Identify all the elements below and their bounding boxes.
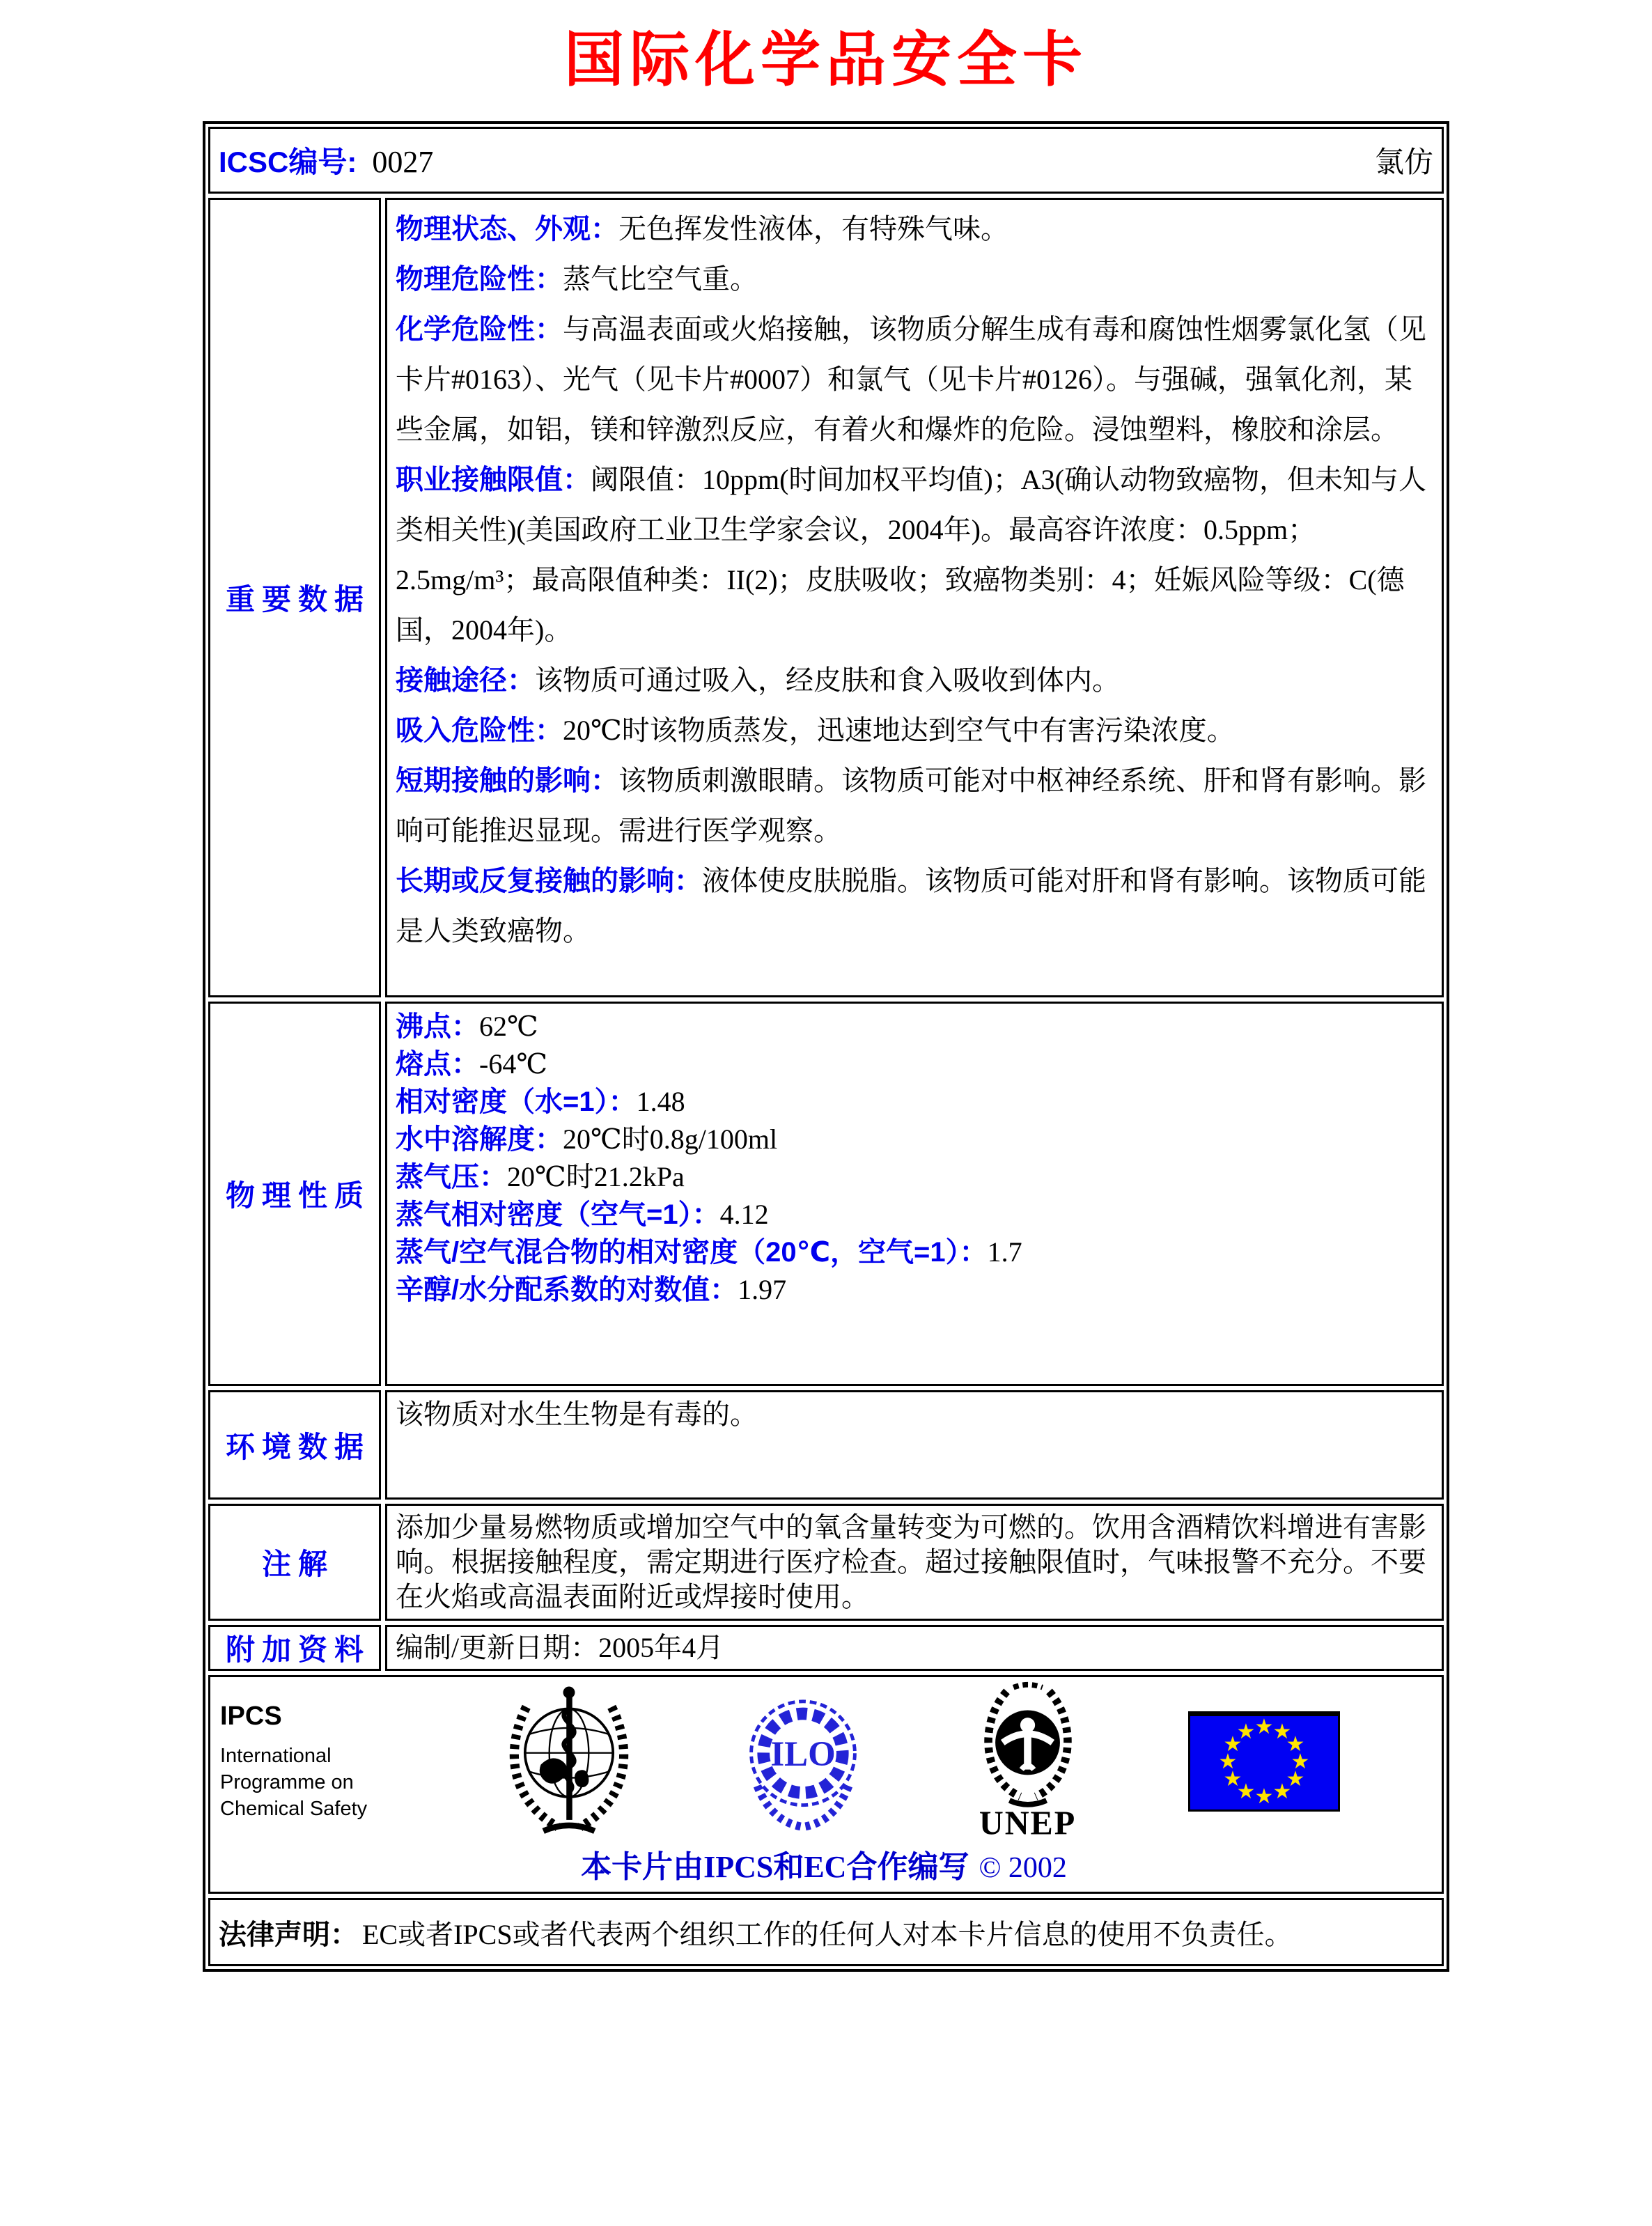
field-value: 液体使皮肤脱脂。该物质可能对肝和肾有影响。该物质可能是人类致癌物。: [396, 865, 1426, 947]
field-value: 20℃时该物质蒸发，迅速地达到空气中有害污染浓度。: [563, 715, 1235, 746]
legal-cell: [208, 1898, 1444, 1966]
field-label: 物理状态、外观：: [396, 214, 618, 244]
field-label: 蒸气/空气混合物的相对密度（20℃，空气=1）：: [396, 1237, 988, 1268]
icsc-number-group: [219, 139, 433, 181]
section-label-notes: 注解: [208, 1504, 381, 1621]
field-label: 熔点：: [396, 1049, 479, 1080]
footer-row: [208, 1675, 1444, 1894]
legal-label: 法律声明：: [219, 1919, 358, 1950]
field-label: 化学危险性：: [396, 314, 563, 345]
field-value: 1.48: [636, 1086, 685, 1117]
field-value: 阈限值：10ppm(时间加权平均值)；A3(确认动物致癌物，但未知与人类相关性)(美国政府工业卫生学家会议，2004年)。最高容许浓度：0.5ppm；2.5mg/m³；最高限值种类：II(2)；皮肤吸收；致癌物类别：4；妊娠风险等级：C(德国，2004年)。: [396, 464, 1426, 646]
eu-star-icon: [1237, 1722, 1256, 1743]
header-cell: [208, 127, 1444, 194]
field-value: 1.97: [738, 1274, 787, 1305]
field-value: 无色挥发性液体，有特殊气味。: [618, 213, 1008, 244]
field-value: 该物质刺激眼睛。该物质可能对中枢神经系统、肝和肾有影响。影响可能推迟显现。需进行医学观察。: [396, 765, 1426, 846]
field-label: 物理危险性：: [396, 264, 563, 295]
field-row: [396, 1233, 1433, 1271]
field-row: [396, 1008, 1433, 1045]
section-additional-info: [208, 1625, 1444, 1671]
environmental-text: 该物质对水生生物是有毒的。: [396, 1399, 758, 1430]
field-label: 短期接触的影响：: [396, 765, 618, 796]
section-content-environmental-data: [385, 1390, 1444, 1500]
section-environmental-data: [208, 1390, 1444, 1500]
field-value: 62℃: [479, 1011, 538, 1042]
section-label-environmental-data: 环境数据: [208, 1390, 381, 1500]
icsc-number-value: 0027: [372, 145, 434, 179]
section-label-important-data: 重要数据: [208, 198, 381, 997]
field-value: 蒸气比空气重。: [563, 263, 758, 295]
ilo-logo-icon: [738, 1690, 868, 1832]
section-content-additional-info: [385, 1625, 1444, 1671]
credit-line: [217, 1842, 1431, 1886]
logos-strip: [217, 1683, 1431, 1840]
eu-star-icon: [1255, 1717, 1274, 1738]
field-label: 沸点：: [396, 1011, 479, 1042]
field-value: 该物质可通过吸入，经皮肤和食入吸收到体内。: [535, 664, 1120, 696]
field-label: 水中溶解度：: [396, 1124, 563, 1155]
copyright-text: © 2002: [979, 1852, 1067, 1884]
section-content-physical-properties: [385, 1002, 1444, 1386]
field-row: [396, 304, 1433, 455]
field-label: 相对密度（水=1）：: [396, 1087, 637, 1117]
field-label: 长期或反复接触的影响：: [396, 866, 702, 896]
icsc-number-label: ICSC编号:: [219, 146, 357, 178]
section-content-notes: [385, 1504, 1444, 1621]
field-row: [396, 1271, 1433, 1309]
eu-star-icon: [1255, 1787, 1274, 1807]
chemical-name: 氯仿: [1374, 147, 1433, 179]
field-label: 蒸气相对密度（空气=1）：: [396, 1199, 720, 1230]
section-physical-properties: [208, 1002, 1444, 1386]
ipcs-line: International: [220, 1744, 332, 1767]
legal-row: [208, 1898, 1444, 1966]
field-row: [396, 254, 1433, 304]
field-row: [396, 706, 1433, 756]
section-content-important-data: [385, 198, 1444, 997]
field-label: 职业接触限值：: [396, 465, 591, 495]
field-label: 接触途径：: [396, 665, 535, 696]
ilo-letters: ILO: [770, 1734, 836, 1774]
icsc-card-page: [0, 11, 1652, 1972]
field-row: [396, 756, 1433, 856]
field-value: -64℃: [479, 1048, 548, 1080]
legal-text: EC或者IPCS或者代表两个组织工作的任何人对本卡片信息的使用不负责任。: [362, 1918, 1293, 1950]
field-value: 与高温表面或火焰接触，该物质分解生成有毒和腐蚀性烟雾氯化氢（见卡片#0163）、光气（见卡片#0007）和氯气（见卡片#0126）。与强碱，强氧化剂，某些金属，如铝，镁和锌激烈反应，有着火和爆炸的危险。浸蚀塑料，橡胶和涂层。: [396, 313, 1426, 445]
credit-text: 本卡片由IPCS和EC合作编写: [581, 1850, 969, 1884]
header-row: [208, 127, 1444, 194]
footer-cell: [208, 1675, 1444, 1894]
field-row: [396, 655, 1433, 706]
eu-flag-icon: [1188, 1711, 1340, 1812]
field-row: [396, 455, 1433, 655]
unep-letters: UNEP: [979, 1805, 1077, 1842]
field-row: [396, 1083, 1433, 1121]
field-label: 辛醇/水分配系数的对数值：: [396, 1275, 738, 1305]
ipcs-acronym: IPCS: [220, 1701, 282, 1731]
field-row: [396, 1158, 1433, 1196]
section-notes: [208, 1504, 1444, 1621]
unep-logo-icon: [968, 1681, 1088, 1842]
field-value: 20℃时21.2kPa: [507, 1161, 685, 1192]
section-label-additional-info: 附加资料: [208, 1625, 381, 1671]
ipcs-line: Chemical Safety: [220, 1797, 368, 1820]
field-label: 吸入危险性：: [396, 715, 563, 746]
additional-info-text: 编制/更新日期：2005年4月: [396, 1632, 724, 1663]
field-value: 1.7: [987, 1236, 1022, 1268]
field-row: [396, 1196, 1433, 1233]
section-important-data: [208, 198, 1444, 997]
field-value: 20℃时0.8g/100ml: [563, 1123, 778, 1155]
field-label: 蒸气压：: [396, 1162, 507, 1192]
ipcs-text-block: [220, 1702, 400, 1822]
field-row: [396, 1121, 1433, 1158]
field-row: [396, 856, 1433, 956]
eu-star-icon: [1273, 1782, 1292, 1803]
ipcs-line: Programme on: [220, 1770, 354, 1793]
field-row: [396, 1045, 1433, 1083]
page-title: 国际化学品安全卡: [564, 26, 1088, 93]
field-value: 4.12: [719, 1199, 769, 1230]
section-label-physical-properties: 物理性质: [208, 1002, 381, 1386]
who-logo-icon: [500, 1686, 638, 1837]
field-row: [396, 204, 1433, 254]
icsc-card-table: [203, 121, 1449, 1972]
notes-text: 添加少量易燃物质或增加空气中的氧含量转变为可燃的。饮用含酒精饮料增进有害影响。根据接触程度，需定期进行医疗检查。超过接触限值时，气味报警不充分。不要在火焰或高温表面附近或焊接时使用。: [396, 1511, 1426, 1612]
